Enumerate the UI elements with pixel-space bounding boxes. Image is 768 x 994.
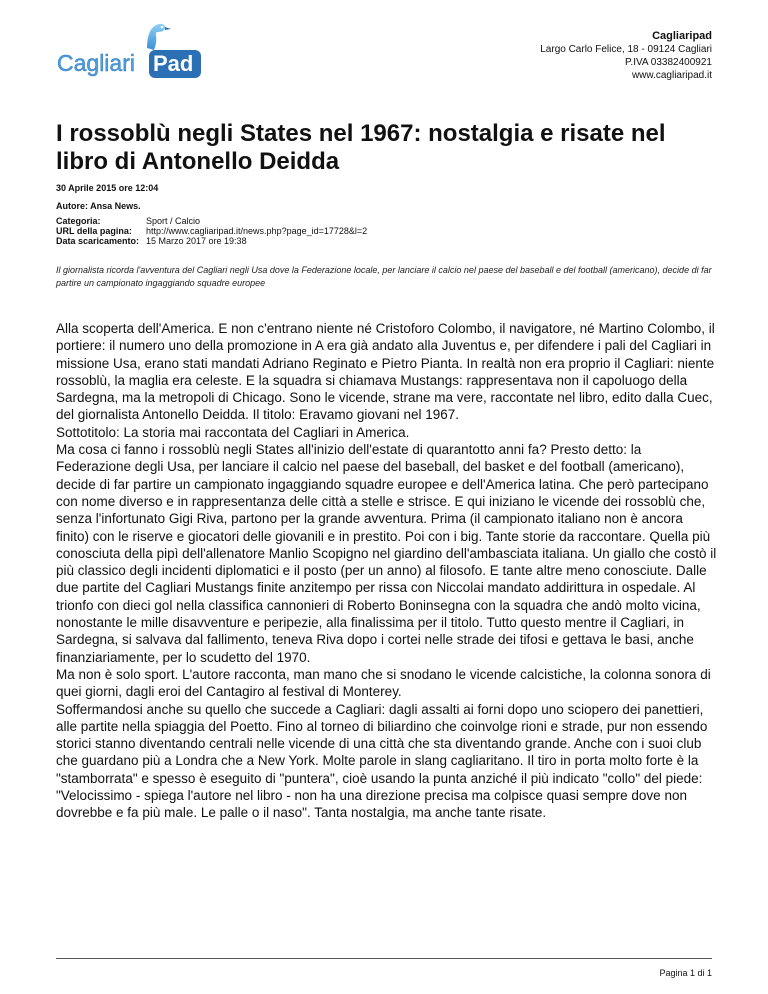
info-value: 15 Marzo 2017 ore 19:38	[146, 236, 247, 246]
footer-divider	[56, 958, 712, 959]
body-paragraph: Soffermandosi anche su quello che succede a Cagliari: dagli assalti ai forni dopo uno sciopero dei panettieri, alle partite nella spiaggia del Poetto. Fino al torneo di biliardino che coinvolge rioni e strade, pur non essendo storici stanno diventando centrali nelle vicende di una città che sta diventando grande. Anche con i suoi club che guardano più a Londra che a New York. Molte parole in slang cagliaritano. Il tiro in porta molto forte è la "stamborrata" e spesso è eseguito di "puntera", cioè usando la punta anziché il più indicato "collo" del piede: "Velocissimo - spiega l'autore nel libro - non ha una direzione precisa ma colpisce quasi sempre dove non dovrebbe e fa più male. Le palle o il naso". Tanta nostalgia, ma anche tante risate.	[56, 701, 708, 821]
company-info	[540, 29, 712, 82]
flamingo-logo-icon	[55, 20, 205, 82]
info-key: URL della pagina:	[56, 226, 132, 236]
company-name: Cagliaripad	[652, 30, 712, 42]
company-address: Largo Carlo Felice, 18 - 09124 Cagliari	[540, 44, 712, 55]
info-row-download-date	[56, 236, 367, 246]
article-date: 30 Aprile 2015 ore 12:04	[56, 183, 159, 193]
info-value: Sport / Calcio	[146, 216, 201, 226]
info-row-category	[56, 216, 367, 226]
company-vat: P.IVA 03382400921	[625, 57, 712, 68]
info-key: Data scaricamento:	[56, 236, 140, 246]
body-paragraph: Ma cosa ci fanno i rossoblù negli States all'inizio dell'estate di quarantotto anni fa? Presto detto: la Federazione degli Usa, per lanciare il calcio nel paese del baseball, del basket e del football (americano), decide di far partire un campionato ingaggiando squadre europee e dell'America latina. Che però partecipano con nome diverso e in rappresentanza delle città a stelle e strisce. E qui iniziano le vicende dei rossoblù che, senza l'infortunato Gigi Riva, partono per la grande avventura. Prima (il campionato italiano non è ancora finito) con le riserve e giocatori delle giovanili e in prestito. Poi con i big. Tante storie da raccontare. Quella più conosciuta della pipì dell'allenatore Manlio Scopigno nel giardino dell'ambasciata italiana. Un giallo che costò il più classico degli incidenti diplomatici e il posto (per un anno) al filosofo. E tante altre meno conosciute. Dalle due partite del Cagliari Mustangs finite anzitempo per rissa con Niccolai mandato addirittura in ospedale. Al trionfo con dieci gol nella classifica cannonieri di Roberto Boninsegna con la squadra che andò molto vicina, nonostante le mille disavventure e peripezie, alla finalissima per il titolo. Tutto questo mentre il Cagliari, in Sardegna, si salvava dal fallimento, teneva Riva dopo i cortei nelle strade dei tifosi e gettava le basi, anche finanziariamente, per lo scudetto del 1970.	[56, 442, 717, 665]
body-paragraph: Ma non è solo sport. L'autore racconta, man mano che si snodano le vicende calcistiche, la colonna sonora di quei giorni, dagli eroi del Cantagiro al festival di Monterey.	[56, 666, 711, 700]
article-lead: Il giornalista ricorda l'avventura del Cagliari negli Usa dove la Federazione locale, per lanciare il calcio nel paese del baseball e del football (americano), decide di far partire un campionato ingaggiando squadre europee	[56, 265, 712, 288]
svg-text:Pad: Pad	[153, 51, 194, 76]
company-website[interactable]: www.cagliaripad.it	[631, 70, 712, 81]
info-key: Categoria:	[56, 216, 101, 226]
body-paragraph: Alla scoperta dell'America. E non c'entrano niente né Cristoforo Colombo, il navigatore, né Martino Colombo, il portiere: il numero uno della promozione in A era già andato alla Juventus e, per difendere i pali del Cagliari in missione Usa, erano stati mandati Adriano Reginato e Pietro Pianta. In realtà non era proprio il Cagliari: niente rossoblù, la maglia era celeste. E la squadra si chiamava Mustangs: rappresentava non il capoluogo della Sardegna, ma la metropoli di Chicago. Sono le vicende, strane ma vere, raccontate nel libro, edito dalla Cuec, del giornalista Antonello Deidda. Il titolo: Eravamo giovani nel 1967.	[56, 321, 715, 423]
article-info-table	[56, 216, 367, 246]
article-author: Autore: Ansa News.	[56, 201, 141, 211]
page-number: Pagina 1 di 1	[659, 968, 712, 978]
cagliaripad-logo	[55, 20, 205, 82]
svg-text:Cagliari: Cagliari	[57, 50, 135, 76]
info-value-url[interactable]: http://www.cagliaripad.it/news.php?page_id=17728&l=2	[146, 226, 368, 236]
body-paragraph: Sottotitolo: La storia mai raccontata del Cagliari in America.	[56, 424, 410, 440]
article-title: I rossoblù negli States nel 1967: nostalgia e risate nel libro di Antonello Deidda	[56, 120, 666, 175]
info-row-url	[56, 226, 367, 236]
article-body	[56, 320, 718, 822]
